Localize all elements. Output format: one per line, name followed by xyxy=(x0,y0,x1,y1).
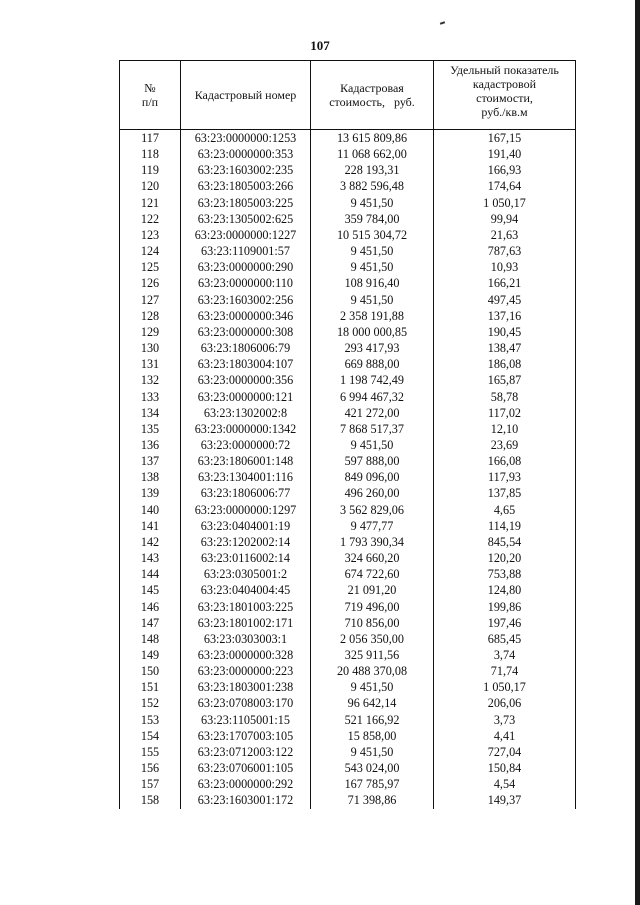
header-cadastral-number xyxy=(181,61,311,130)
cadastral-number-cell: 63:23:1202002:14 xyxy=(181,534,311,550)
cadastral-number-cell: 63:23:0000000:1297 xyxy=(181,502,311,518)
specific-indicator-cell: 497,45 xyxy=(434,292,576,308)
cadastral-value-cell: 9 451,50 xyxy=(311,437,434,453)
cadastral-number-cell: 63:23:1603002:256 xyxy=(181,292,311,308)
cadastral-value-cell: 421 272,00 xyxy=(311,405,434,421)
row-number-cell: 158 xyxy=(120,792,181,808)
row-number-cell: 155 xyxy=(120,744,181,760)
header-specific-indicator-line: стоимости, xyxy=(476,91,533,105)
table-row xyxy=(120,437,576,453)
specific-indicator-cell: 206,06 xyxy=(434,695,576,711)
cadastral-value-cell: 20 488 370,08 xyxy=(311,663,434,679)
table-row xyxy=(120,405,576,421)
cadastral-value-cell: 15 858,00 xyxy=(311,728,434,744)
table-row xyxy=(120,162,576,178)
specific-indicator-cell: 114,19 xyxy=(434,518,576,534)
table-row xyxy=(120,663,576,679)
cadastral-number-cell: 63:23:1806006:77 xyxy=(181,485,311,501)
cadastral-number-cell: 63:23:1805003:266 xyxy=(181,178,311,194)
cadastral-value-cell: 21 091,20 xyxy=(311,582,434,598)
cadastral-value-cell: 7 868 517,37 xyxy=(311,421,434,437)
cadastral-number-cell: 63:23:1304001:116 xyxy=(181,469,311,485)
cadastral-number-cell: 63:23:0305001:2 xyxy=(181,566,311,582)
cadastral-number-cell: 63:23:1803001:238 xyxy=(181,679,311,695)
specific-indicator-cell: 191,40 xyxy=(434,146,576,162)
row-number-cell: 126 xyxy=(120,275,181,291)
row-number-cell: 141 xyxy=(120,518,181,534)
cadastral-value-cell: 2 056 350,00 xyxy=(311,631,434,647)
table-row xyxy=(120,550,576,566)
table-row xyxy=(120,566,576,582)
cadastral-number-cell: 63:23:1105001:15 xyxy=(181,712,311,728)
cadastral-number-cell: 63:23:0000000:290 xyxy=(181,259,311,275)
table-row xyxy=(120,130,576,147)
specific-indicator-cell: 117,93 xyxy=(434,469,576,485)
specific-indicator-cell: 186,08 xyxy=(434,356,576,372)
specific-indicator-cell: 166,08 xyxy=(434,453,576,469)
specific-indicator-cell: 166,21 xyxy=(434,275,576,291)
cadastral-number-cell: 63:23:1305002:625 xyxy=(181,211,311,227)
cadastral-table-container xyxy=(119,60,559,809)
row-number-cell: 142 xyxy=(120,534,181,550)
specific-indicator-cell: 120,20 xyxy=(434,550,576,566)
cadastral-value-cell: 496 260,00 xyxy=(311,485,434,501)
table-row xyxy=(120,308,576,324)
table-row xyxy=(120,227,576,243)
row-number-cell: 143 xyxy=(120,550,181,566)
cadastral-value-cell: 293 417,93 xyxy=(311,340,434,356)
table-row xyxy=(120,485,576,501)
cadastral-number-cell: 63:23:1109001:57 xyxy=(181,243,311,259)
row-number-cell: 147 xyxy=(120,615,181,631)
specific-indicator-cell: 727,04 xyxy=(434,744,576,760)
specific-indicator-cell: 4,54 xyxy=(434,776,576,792)
row-number-cell: 154 xyxy=(120,728,181,744)
row-number-cell: 151 xyxy=(120,679,181,695)
row-number-cell: 134 xyxy=(120,405,181,421)
row-number-cell: 153 xyxy=(120,712,181,728)
table-row xyxy=(120,712,576,728)
header-specific-indicator-line: кадастровой xyxy=(472,77,537,91)
table-row xyxy=(120,195,576,211)
table-row xyxy=(120,792,576,808)
row-number-cell: 146 xyxy=(120,599,181,615)
cadastral-value-cell: 521 166,92 xyxy=(311,712,434,728)
cadastral-value-cell: 325 911,56 xyxy=(311,647,434,663)
cadastral-value-cell: 11 068 662,00 xyxy=(311,146,434,162)
row-number-cell: 144 xyxy=(120,566,181,582)
cadastral-value-cell: 849 096,00 xyxy=(311,469,434,485)
row-number-cell: 157 xyxy=(120,776,181,792)
cadastral-number-cell: 63:23:1603001:172 xyxy=(181,792,311,808)
specific-indicator-cell: 71,74 xyxy=(434,663,576,679)
table-header xyxy=(120,61,576,130)
table-row xyxy=(120,647,576,663)
row-number-cell: 145 xyxy=(120,582,181,598)
row-number-cell: 123 xyxy=(120,227,181,243)
cadastral-number-cell: 63:23:0000000:353 xyxy=(181,146,311,162)
cadastral-number-cell: 63:23:0000000:223 xyxy=(181,663,311,679)
row-number-cell: 152 xyxy=(120,695,181,711)
cadastral-number-cell: 63:23:1302002:8 xyxy=(181,405,311,421)
cadastral-value-cell: 9 451,50 xyxy=(311,292,434,308)
specific-indicator-cell: 845,54 xyxy=(434,534,576,550)
table-row xyxy=(120,518,576,534)
specific-indicator-cell: 137,85 xyxy=(434,485,576,501)
specific-indicator-cell: 117,02 xyxy=(434,405,576,421)
cadastral-value-cell: 669 888,00 xyxy=(311,356,434,372)
header-num-line: п/п xyxy=(141,95,159,109)
specific-indicator-cell: 99,94 xyxy=(434,211,576,227)
cadastral-value-cell: 597 888,00 xyxy=(311,453,434,469)
specific-indicator-cell: 753,88 xyxy=(434,566,576,582)
specific-indicator-cell: 3,74 xyxy=(434,647,576,663)
row-number-cell: 121 xyxy=(120,195,181,211)
specific-indicator-cell: 787,63 xyxy=(434,243,576,259)
specific-indicator-cell: 10,93 xyxy=(434,259,576,275)
row-number-cell: 133 xyxy=(120,389,181,405)
table-row xyxy=(120,695,576,711)
table-row xyxy=(120,389,576,405)
specific-indicator-cell: 4,41 xyxy=(434,728,576,744)
cadastral-value-cell: 13 615 809,86 xyxy=(311,130,434,147)
cadastral-number-cell: 63:23:1801003:225 xyxy=(181,599,311,615)
cadastral-number-cell: 63:23:1805003:225 xyxy=(181,195,311,211)
specific-indicator-cell: 166,93 xyxy=(434,162,576,178)
table-row xyxy=(120,421,576,437)
cadastral-value-cell: 719 496,00 xyxy=(311,599,434,615)
table-row xyxy=(120,534,576,550)
row-number-cell: 120 xyxy=(120,178,181,194)
header-specific-indicator xyxy=(434,61,576,130)
cadastral-number-cell: 63:23:0000000:72 xyxy=(181,437,311,453)
table-row xyxy=(120,211,576,227)
specific-indicator-cell: 137,16 xyxy=(434,308,576,324)
page-number: 107 xyxy=(310,38,330,53)
specific-indicator-cell: 58,78 xyxy=(434,389,576,405)
specific-indicator-cell: 150,84 xyxy=(434,760,576,776)
table-row xyxy=(120,760,576,776)
cadastral-value-cell: 674 722,60 xyxy=(311,566,434,582)
cadastral-value-cell: 9 451,50 xyxy=(311,195,434,211)
row-number-cell: 156 xyxy=(120,760,181,776)
specific-indicator-cell: 4,65 xyxy=(434,502,576,518)
row-number-cell: 148 xyxy=(120,631,181,647)
table-row xyxy=(120,275,576,291)
table-body xyxy=(120,130,576,809)
table-row xyxy=(120,599,576,615)
row-number-cell: 122 xyxy=(120,211,181,227)
table-row xyxy=(120,469,576,485)
row-number-cell: 127 xyxy=(120,292,181,308)
cadastral-value-cell: 324 660,20 xyxy=(311,550,434,566)
row-number-cell: 124 xyxy=(120,243,181,259)
cadastral-value-cell: 10 515 304,72 xyxy=(311,227,434,243)
cadastral-table xyxy=(119,60,576,809)
cadastral-number-cell: 63:23:0404001:19 xyxy=(181,518,311,534)
cadastral-number-cell: 63:23:0000000:356 xyxy=(181,372,311,388)
header-num xyxy=(120,61,181,130)
cadastral-number-cell: 63:23:0000000:328 xyxy=(181,647,311,663)
cadastral-number-cell: 63:23:1803004:107 xyxy=(181,356,311,372)
row-number-cell: 125 xyxy=(120,259,181,275)
cadastral-value-cell: 108 916,40 xyxy=(311,275,434,291)
cadastral-value-cell: 18 000 000,85 xyxy=(311,324,434,340)
table-row xyxy=(120,776,576,792)
row-number-cell: 118 xyxy=(120,146,181,162)
row-number-cell: 132 xyxy=(120,372,181,388)
row-number-cell: 150 xyxy=(120,663,181,679)
row-number-cell: 137 xyxy=(120,453,181,469)
row-number-cell: 117 xyxy=(120,130,181,147)
row-number-cell: 139 xyxy=(120,485,181,501)
header-num-line: № xyxy=(144,81,156,95)
cadastral-value-cell: 543 024,00 xyxy=(311,760,434,776)
table-row xyxy=(120,259,576,275)
table-row xyxy=(120,243,576,259)
cadastral-number-cell: 63:23:0116002:14 xyxy=(181,550,311,566)
row-number-cell: 131 xyxy=(120,356,181,372)
cadastral-number-cell: 63:23:0000000:1253 xyxy=(181,130,311,147)
table-header-row xyxy=(120,61,576,130)
cadastral-value-cell: 9 451,50 xyxy=(311,243,434,259)
cadastral-number-cell: 63:23:1707003:105 xyxy=(181,728,311,744)
cadastral-value-cell: 167 785,97 xyxy=(311,776,434,792)
table-row xyxy=(120,340,576,356)
cadastral-value-cell: 228 193,31 xyxy=(311,162,434,178)
header-cadastral-value xyxy=(311,61,434,130)
header-specific-indicator-line: руб./кв.м xyxy=(481,105,528,119)
cadastral-number-cell: 63:23:0000000:110 xyxy=(181,275,311,291)
cadastral-number-cell: 63:23:0708003:170 xyxy=(181,695,311,711)
cadastral-number-cell: 63:23:0000000:1227 xyxy=(181,227,311,243)
header-specific-indicator-line: Удельный показатель xyxy=(450,63,559,77)
cadastral-value-cell: 9 451,50 xyxy=(311,744,434,760)
specific-indicator-cell: 167,15 xyxy=(434,130,576,147)
table-row xyxy=(120,146,576,162)
specific-indicator-cell: 1 050,17 xyxy=(434,679,576,695)
row-number-cell: 128 xyxy=(120,308,181,324)
cadastral-value-cell: 71 398,86 xyxy=(311,792,434,808)
specific-indicator-cell: 138,47 xyxy=(434,340,576,356)
cadastral-number-cell: 63:23:1806006:79 xyxy=(181,340,311,356)
cadastral-number-cell: 63:23:0000000:308 xyxy=(181,324,311,340)
table-row xyxy=(120,631,576,647)
table-row xyxy=(120,292,576,308)
cadastral-number-cell: 63:23:0000000:292 xyxy=(181,776,311,792)
cadastral-number-cell: 63:23:0000000:1342 xyxy=(181,421,311,437)
cadastral-value-cell: 6 994 467,32 xyxy=(311,389,434,405)
table-row xyxy=(120,744,576,760)
table-row xyxy=(120,582,576,598)
cadastral-value-cell: 96 642,14 xyxy=(311,695,434,711)
specific-indicator-cell: 190,45 xyxy=(434,324,576,340)
specific-indicator-cell: 199,86 xyxy=(434,599,576,615)
specific-indicator-cell: 685,45 xyxy=(434,631,576,647)
specific-indicator-cell: 149,37 xyxy=(434,792,576,808)
row-number-cell: 149 xyxy=(120,647,181,663)
cadastral-value-cell: 1 198 742,49 xyxy=(311,372,434,388)
cadastral-number-cell: 63:23:0712003:122 xyxy=(181,744,311,760)
specific-indicator-cell: 12,10 xyxy=(434,421,576,437)
cadastral-number-cell: 63:23:0706001:105 xyxy=(181,760,311,776)
cadastral-number-cell: 63:23:0000000:121 xyxy=(181,389,311,405)
cadastral-number-cell: 63:23:0303003:1 xyxy=(181,631,311,647)
specific-indicator-cell: 21,63 xyxy=(434,227,576,243)
specific-indicator-cell: 124,80 xyxy=(434,582,576,598)
header-cadastral-number-line: Кадастровый номер xyxy=(194,88,297,102)
table-row xyxy=(120,615,576,631)
row-number-cell: 136 xyxy=(120,437,181,453)
cadastral-number-cell: 63:23:1806001:148 xyxy=(181,453,311,469)
table-row xyxy=(120,178,576,194)
row-number-cell: 129 xyxy=(120,324,181,340)
specific-indicator-cell: 3,73 xyxy=(434,712,576,728)
cadastral-number-cell: 63:23:1603002:235 xyxy=(181,162,311,178)
row-number-cell: 140 xyxy=(120,502,181,518)
cadastral-value-cell: 2 358 191,88 xyxy=(311,308,434,324)
cadastral-number-cell: 63:23:0000000:346 xyxy=(181,308,311,324)
table-row xyxy=(120,728,576,744)
table-row xyxy=(120,453,576,469)
cadastral-value-cell: 359 784,00 xyxy=(311,211,434,227)
cadastral-value-cell: 710 856,00 xyxy=(311,615,434,631)
row-number-cell: 138 xyxy=(120,469,181,485)
cadastral-value-cell: 3 562 829,06 xyxy=(311,502,434,518)
cadastral-value-cell: 3 882 596,48 xyxy=(311,178,434,194)
cadastral-number-cell: 63:23:0404004:45 xyxy=(181,582,311,598)
specific-indicator-cell: 165,87 xyxy=(434,372,576,388)
specific-indicator-cell: 174,64 xyxy=(434,178,576,194)
row-number-cell: 130 xyxy=(120,340,181,356)
table-row xyxy=(120,356,576,372)
header-cadastral-value-line: стоимость, руб. xyxy=(329,95,415,109)
specific-indicator-cell: 1 050,17 xyxy=(434,195,576,211)
specific-indicator-cell: 23,69 xyxy=(434,437,576,453)
specific-indicator-cell: 197,46 xyxy=(434,615,576,631)
cadastral-value-cell: 9 477,77 xyxy=(311,518,434,534)
table-row xyxy=(120,372,576,388)
cadastral-value-cell: 9 451,50 xyxy=(311,259,434,275)
table-row xyxy=(120,324,576,340)
header-cadastral-value-line: Кадастровая xyxy=(340,81,404,95)
table-row xyxy=(120,502,576,518)
row-number-cell: 135 xyxy=(120,421,181,437)
cadastral-value-cell: 9 451,50 xyxy=(311,679,434,695)
row-number-cell: 119 xyxy=(120,162,181,178)
cadastral-value-cell: 1 793 390,34 xyxy=(311,534,434,550)
table-row xyxy=(120,679,576,695)
cadastral-number-cell: 63:23:1801002:171 xyxy=(181,615,311,631)
